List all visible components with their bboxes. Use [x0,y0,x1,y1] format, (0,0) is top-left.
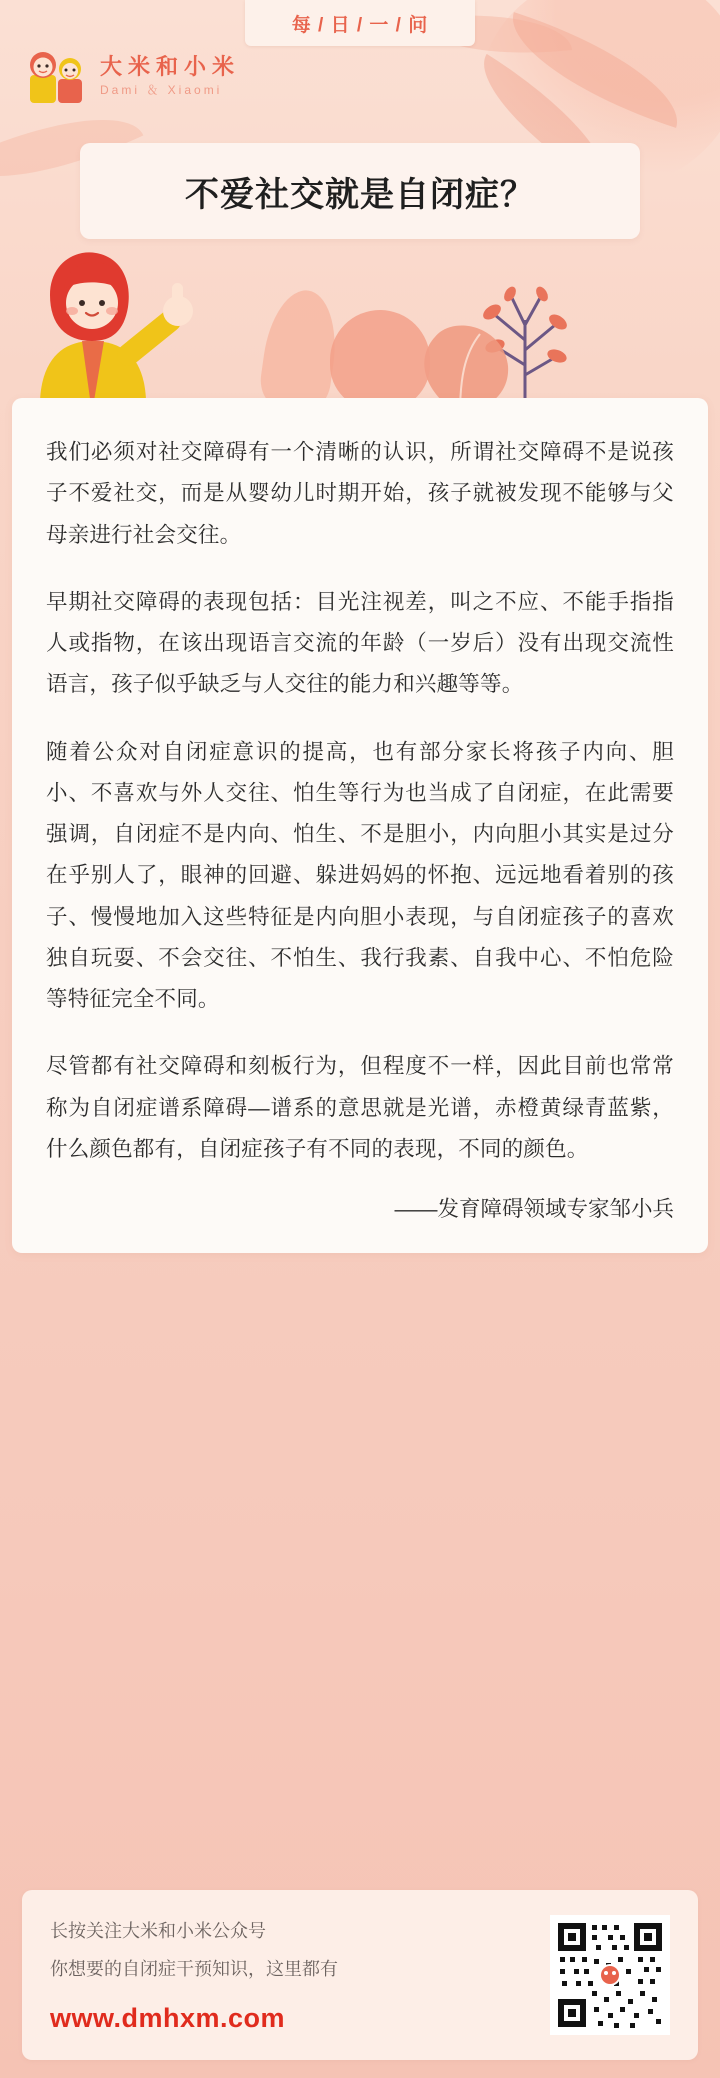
article-paragraph: 尽管都有社交障碍和刻板行为，但程度不一样，因此目前也常常称为自闭症谱系障碍—谱系的意思就是光谱，赤橙黄绿青蓝紫，什么颜色都有，自闭症孩子有不同的表现，不同的颜色。 [46,1054,674,1161]
girl-boy-mascot-icon [28,45,86,107]
ribbon-label: 每 / 日 / 一 / 问 [291,14,429,36]
brand-name-en: Dami ＆ Xiaomi [100,82,223,97]
footer-line-2: 你想要的自闭症干预知识，这里都有 [50,1958,338,1979]
brand [28,45,240,107]
article-paragraph: 随着公众对自闭症意识的提高，也有部分家长将孩子内向、胆小、不喜欢与外人交往、怕生等行为也当成了自闭症，在此需要强调，自闭症不是内向、怕生、不是胆小，内向胆小其实是过分在乎别人了，眼神的回避、躲进妈妈的怀抱、远远地看着别的孩子、慢慢地加入这些特征是内向胆小表现，与自闭症孩子的喜欢独自玩耍、不会交往、不怕生、我行我素、自我中心、不怕危险等特征完全不同。 [46,739,674,1012]
footer-text [50,1917,338,2034]
footer-url[interactable]: www.dmhxm.com [50,2002,286,2033]
article-card [12,398,708,1253]
footer-line-1: 长按关注大米和小米公众号 [50,1920,266,1941]
article-paragraph: 早期社交障碍的表现包括：目光注视差，叫之不应、不能手指指人或指物，在该出现语言交流的年龄（一岁后）没有出现交流性语言，孩子似乎缺乏与人交往的能力和兴趣等等。 [46,589,674,697]
title-card [80,143,640,239]
article-paragraph: 我们必须对社交障碍有一个清晰的认识，所谓社交障碍不是说孩子不爱社交，而是从婴幼儿时期开始，孩子就被发现不能够与父母亲进行社会交往。 [46,440,674,547]
round-bush-icon [330,310,430,410]
ribbon-tag [245,0,475,46]
footer-card [22,1890,698,2060]
article-signature: ——发育障碍领域专家邹小兵 [394,1197,674,1222]
brand-text [100,55,240,96]
qr-code-icon[interactable] [550,1915,670,2035]
brand-name-cn: 大米和小米 [100,54,241,80]
girl-pointing-up-icon [20,245,250,410]
page-title: 不爱社交就是自闭症？ [185,175,535,214]
